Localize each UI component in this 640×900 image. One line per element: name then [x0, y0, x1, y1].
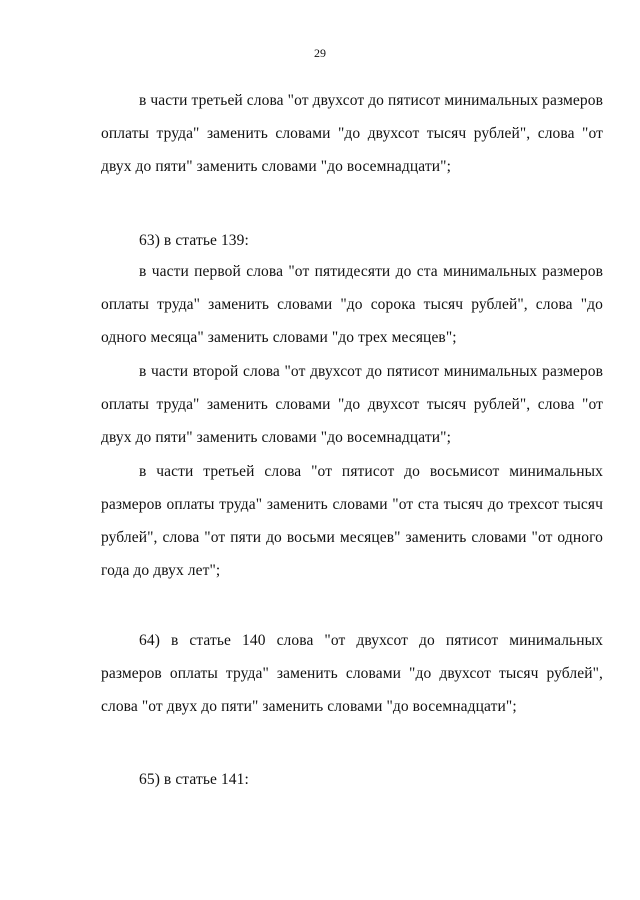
item-63-heading: 63) в статье 139:: [139, 232, 249, 249]
item-65-heading: 65) в статье 141:: [139, 771, 249, 788]
paragraph-part-one-art139: в части первой слова "от пятидесяти до ста минимальных размеров оплаты труда" заменить словами "до сорока тысяч рублей", слова "до одного месяца" заменить словами "до трех месяцев";: [101, 263, 603, 346]
paragraph-part-three-art138: в части третьей слова "от двухсот до пятисот минимальных размеров оплаты труда" заменить словами "до двухсот тысяч рублей", слова "от двух до пяти" заменить словами "до восемнадцати";: [101, 92, 603, 175]
item-64-art140: 64) в статье 140 слова "от двухсот до пятисот минимальных размеров оплаты труда" заменить словами "до двухсот тысяч рублей", слова "от двух до пяти" заменить словами "до восемнадцати";: [101, 632, 603, 715]
paragraph-part-three-art139: в части третьей слова "от пятисот до восьмисот минимальных размеров оплаты труда" заменить словами "от ста тысяч до трехсот тысяч рублей", слова "от пяти до восьми месяцев" заменить словами "от одного года до двух лет";: [101, 463, 603, 579]
page-number: 29: [314, 46, 326, 60]
paragraph-part-two-art139: в части второй слова "от двухсот до пятисот минимальных размеров оплаты труда" заменить словами "до двухсот тысяч рублей", слова "от двух до пяти" заменить словами "до восемнадцати";: [101, 363, 603, 446]
